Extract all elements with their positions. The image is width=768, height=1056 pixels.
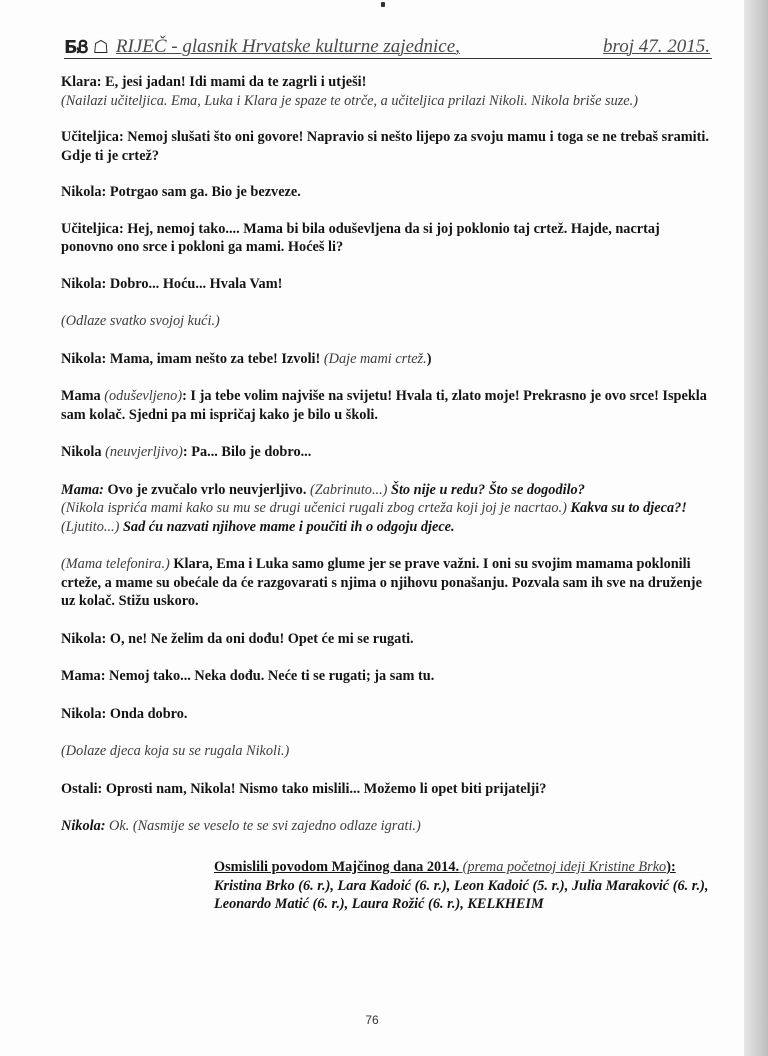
dialogue-line: Nikola: O, ne! Ne želim da oni dođu! Opet će mi se rugati.	[61, 630, 414, 647]
author-credits	[214, 858, 714, 914]
publication-title: RIJEČ - glasnik Hrvatske kulturne zajednice,	[115, 36, 460, 57]
issue-number: broj 47. 2015.	[603, 36, 710, 57]
page-number: 76	[365, 1013, 379, 1027]
binding-edge	[744, 0, 768, 1056]
dialogue-line: Ostali: Oprosti nam, Nikola! Nismo tako mislili... Možemo li opet biti prijatelji?	[61, 780, 547, 797]
stage-direction: (Dolaze djeca koja su se rugala Nikoli.)	[61, 743, 290, 759]
credits-names: Kristina Brko (6. r.), Lara Kadoić (6. r.), Leon Kadoić (5. r.), Julia Maraković (6. r.), Leonardo Matić (6. r.), Laura Rožić (6. r.), KELKHEIM	[214, 877, 709, 912]
dialogue-line: (Mama telefonira.) Klara, Ema i Luka samo glume jer se prave važni. I oni su svojim mamama poklonili crteže, a mame su obećale da će razgovarati s njima o njihovu ponašanju. Pozvala sam ih sve na druženje uz kolač. Stižu uskoro.	[61, 556, 702, 609]
dialogue-line: Nikola: Ok. (Nasmije se veselo te se svi zajedno odlaze igrati.)	[61, 818, 421, 834]
dialogue-line: Učiteljica: Nemoj slušati što oni govore! Napravio si nešto lijepo za svoju mamu i toga se ne trebaš sramiti. Gdje ti je crtež?	[61, 129, 709, 164]
dialogue-line: (Nikola isprića mami kako su mu se drugi učenici rugali zbog crteža koji joj je nacrtao.) Kakva su to djeca?! (Ljutito...) Sad ću nazvati njihove mame i poučiti ih o odgoju djece.	[61, 500, 687, 535]
play-text	[61, 73, 715, 836]
dialogue-line: Nikola: Potrgao sam ga. Bio je bezveze.	[61, 184, 301, 200]
scan-mark	[381, 2, 385, 7]
credits-heading: Osmislili povodom Majčinog dana 2014. (prema početnoj ideji Kristine Brko):	[214, 859, 676, 875]
dialogue-line: Klara: E, jesi jadan! Idi mami da te zagrli i utješi!	[61, 74, 367, 90]
dialogue-line: Nikola (neuvjerljivo): Pa... Bilo je dobro...	[61, 444, 312, 460]
dialogue-line: Mama: Nemoj tako... Neka dođu. Neće ti se rugati; ja sam tu.	[61, 668, 435, 684]
dialogue-line: Nikola: Dobro... Hoću... Hvala Vam!	[61, 275, 283, 292]
stage-direction: (Nailazi učiteljica. Ema, Luka i Klara je spaze te otrče, a učiteljica prilazi Nikoli. Nikola briše suze.)	[61, 92, 638, 109]
dialogue-line: Učiteljica: Hej, nemoj tako.... Mama bi bila oduševljena da si joj poklonio taj crtež. Hajde, nacrtaj ponovno ono srce i pokloni ga mami. Hoćeš li?	[61, 220, 660, 255]
dialogue-line: Nikola: Mama, imam nešto za tebe! Izvoli! (Daje mami crtež.)	[61, 350, 432, 367]
dialogue-line: Mama (oduševljeno): I ja tebe volim najviše na svijetu! Hvala ti, zlato moje! Prekrasno je ovo srce! Ispekla sam kolač. Sjedni pa mi ispričaj kako je bilo u školi.	[61, 388, 707, 423]
dialogue-line: Mama: Ovo je zvučalo vrlo neuvjerljivo. (Zabrinuto...) Što nije u redu? Što se dogodilo?	[61, 481, 585, 498]
running-header	[64, 30, 712, 59]
dialogue-line: Nikola: Onda dobro.	[61, 705, 188, 722]
stage-direction: (Odlaze svatko svojoj kući.)	[61, 313, 220, 329]
publication-logo: БᏰ ☖	[64, 37, 108, 58]
